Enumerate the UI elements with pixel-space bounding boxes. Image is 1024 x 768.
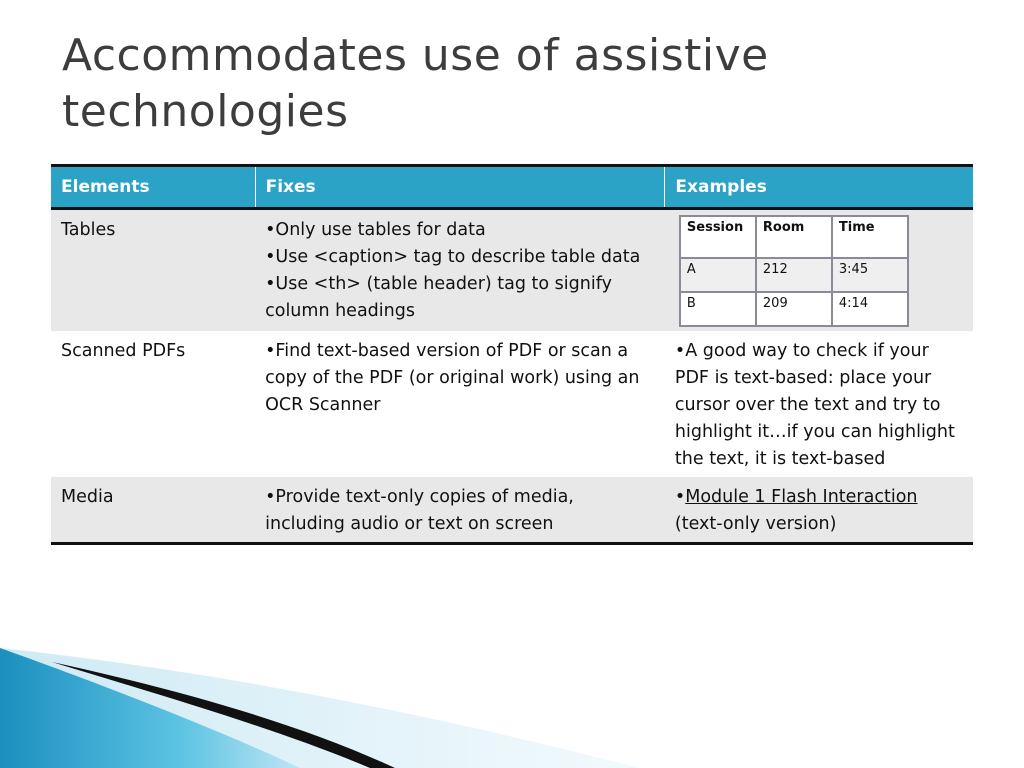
mini-cell: 4:14 — [832, 292, 908, 326]
example-session-table — [679, 215, 909, 327]
table-header-row — [51, 166, 973, 209]
cell-fixes-media — [255, 477, 665, 544]
mini-header-session: Session — [680, 216, 756, 258]
table-row-media — [51, 477, 973, 544]
slide-title: Accommodates use of assistive technologies — [62, 30, 769, 137]
mini-cell: 212 — [756, 258, 832, 292]
cell-element-tables: Tables — [51, 209, 255, 332]
swoosh-dark-stroke — [52, 662, 395, 768]
mini-table-row — [680, 258, 908, 292]
swoosh-teal-band — [0, 648, 300, 768]
cell-fixes-tables — [255, 209, 665, 332]
fix-item: •Provide text-only copies of media, including audio or text on screen — [265, 487, 574, 534]
mini-cell: A — [680, 258, 756, 292]
table-row-scanned-pdfs — [51, 331, 973, 477]
mini-cell: 3:45 — [832, 258, 908, 292]
accessibility-table — [51, 164, 973, 545]
mini-header-time: Time — [832, 216, 908, 258]
example-bullet: • — [674, 487, 686, 507]
example-text: •A good way to check if your PDF is text-based: place your cursor over the text and try to highlight it…if you can highlight the text, it is text-based — [674, 341, 955, 469]
header-fixes: Fixes — [255, 166, 665, 209]
header-elements: Elements — [51, 166, 255, 209]
fix-item: •Use <caption> tag to describe table data — [265, 247, 641, 267]
mini-cell: B — [680, 292, 756, 326]
module-1-flash-link[interactable]: Module 1 Flash Interaction — [685, 487, 918, 507]
cell-example-scanned-pdfs — [665, 331, 973, 477]
cell-element-media: Media — [51, 477, 255, 544]
cell-element-scanned-pdfs: Scanned PDFs — [51, 331, 255, 477]
cell-example-tables — [665, 209, 973, 332]
cell-example-media — [665, 477, 973, 544]
mini-table-row — [680, 292, 908, 326]
fix-item: •Use <th> (table header) tag to signify column headings — [265, 274, 612, 321]
table-row-tables — [51, 209, 973, 332]
fix-item: •Find text-based version of PDF or scan a copy of the PDF (or original work) using an OCR Scanner — [265, 341, 640, 415]
swoosh-light-band — [0, 648, 640, 768]
mini-header-room: Room — [756, 216, 832, 258]
cell-fixes-scanned-pdfs — [255, 331, 665, 477]
header-examples: Examples — [665, 166, 973, 209]
fix-item: •Only use tables for data — [265, 220, 486, 240]
mini-cell: 209 — [756, 292, 832, 326]
example-suffix: (text-only version) — [674, 514, 837, 534]
mini-table-header-row — [680, 216, 908, 258]
